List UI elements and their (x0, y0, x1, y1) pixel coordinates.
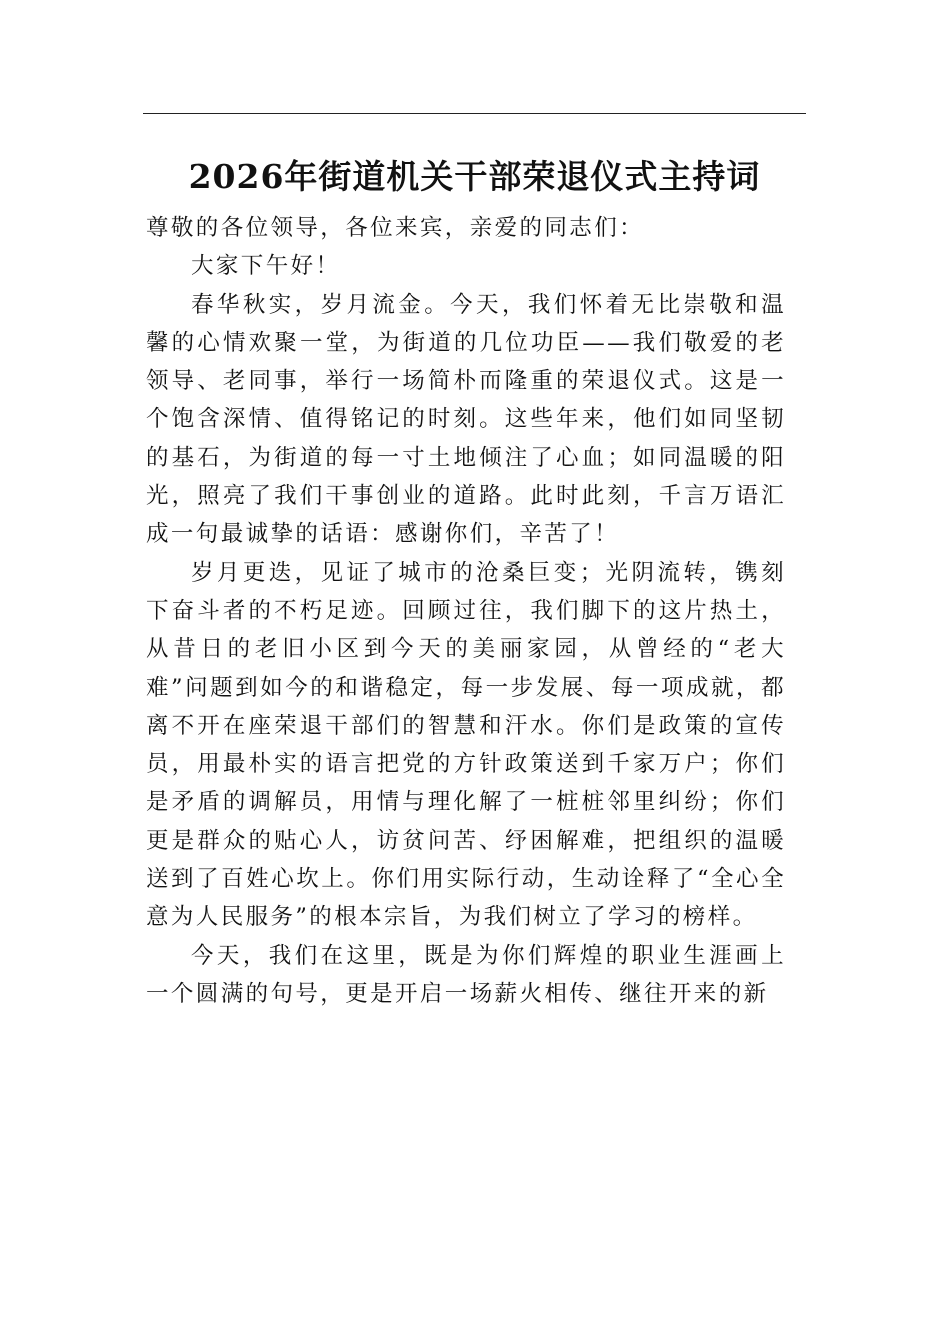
paragraph-opening: 春华秋实，岁月流金。今天，我们怀着无比崇敬和温馨的心情欢聚一堂，为街道的几位功臣——我们敬爱的老领导、老同事，举行一场简朴而隆重的荣退仪式。这是一个饱含深情、值得铭记的时刻。这些年来，他们如同坚韧的基石，为街道的每一寸土地倾注了心血；如同温暖的阳光，照亮了我们干事创业的道路。此时此刻，千言万语汇成一句最诚挚的话语：感谢你们，辛苦了！ (146, 291, 786, 548)
document-title: 2026年街道机关干部荣退仪式主持词 (188, 157, 761, 196)
paragraph-greeting: 大家下午好！ (191, 253, 341, 280)
salutation: 尊敬的各位领导，各位来宾，亲爱的同志们： (146, 215, 645, 241)
header-rule (143, 113, 806, 114)
paragraph-today: 今天，我们在这里，既是为你们辉煌的职业生涯画上一个圆满的句号，更是开启一场薪火相传、继往开来的新 (146, 942, 786, 1007)
document-body (146, 209, 786, 1013)
paragraph-review: 岁月更迭，见证了城市的沧桑巨变；光阴流转，镌刻下奋斗者的不朽足迹。回顾过往，我们脚下的这片热土，从昔日的老旧小区到今天的美丽家园，从曾经的“老大难”问题到如今的和谐稳定，每一步发展、每一项成就，都离不开在座荣退干部们的智慧和汗水。你们是政策的宣传员，用最朴实的语言把党的方针政策送到千家万户；你们是矛盾的调解员，用情与理化解了一桩桩邻里纠纷；你们更是群众的贴心人，访贫问苦、纾困解难，把组织的温暖送到了百姓心坎上。你们用实际行动，生动诠释了“全心全意为人民服务”的根本宗旨，为我们树立了学习的榜样。 (146, 559, 786, 931)
